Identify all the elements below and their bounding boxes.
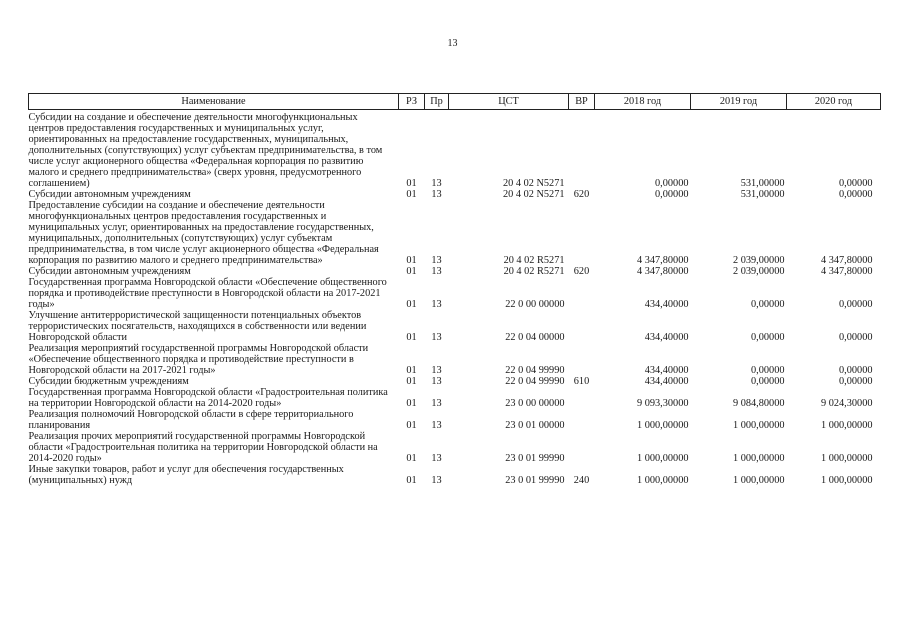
- row-cst: 22 0 04 00000: [505, 332, 565, 343]
- table-header: [29, 94, 881, 110]
- header-2020: 2020 год: [787, 94, 881, 110]
- table-row: [29, 277, 881, 310]
- row-2020: 0,00000: [839, 299, 873, 310]
- row-pr: 13: [431, 255, 442, 266]
- table-row: [29, 112, 881, 189]
- row-2018: 4 347,80000: [637, 266, 689, 277]
- row-2018: 9 093,30000: [637, 398, 689, 409]
- row-2020: 0,00000: [839, 178, 873, 189]
- header-2018: 2018 год: [595, 94, 691, 110]
- row-2020: 1 000,00000: [821, 420, 873, 431]
- row-2019: 531,00000: [740, 189, 785, 200]
- table-row: [29, 189, 881, 200]
- row-2019: 1 000,00000: [733, 475, 785, 486]
- row-rz: 01: [406, 475, 417, 486]
- row-rz: 01: [406, 453, 417, 464]
- row-2020: 0,00000: [839, 376, 873, 387]
- row-vr: 610: [573, 376, 590, 387]
- row-rz: 01: [406, 365, 417, 376]
- row-rz: 01: [406, 332, 417, 343]
- row-2018: 1 000,00000: [637, 453, 689, 464]
- table-row: [29, 343, 881, 376]
- header-rz: РЗ: [399, 94, 425, 110]
- row-name: Государственная программа Новгородской области «Градостроительная политика на территории Новгородской области на 2014-2020 годы»: [28, 387, 388, 409]
- row-pr: 13: [431, 189, 442, 200]
- row-2018: 1 000,00000: [637, 475, 689, 486]
- table-row: [29, 310, 881, 343]
- row-2020: 4 347,80000: [821, 255, 873, 266]
- row-vr: [569, 387, 595, 409]
- row-name: Иные закупки товаров, работ и услуг для обеспечения государственных (муниципальных) нужд: [28, 464, 344, 486]
- row-rz: 01: [406, 266, 417, 277]
- row-cst: 20 4 02 R5271: [503, 266, 565, 277]
- row-rz: 01: [406, 299, 417, 310]
- row-2020: 0,00000: [839, 189, 873, 200]
- table-row: [29, 431, 881, 464]
- row-vr: 620: [573, 189, 590, 200]
- row-pr: 13: [431, 299, 442, 310]
- header-pr: Пр: [425, 94, 449, 110]
- row-2019: 531,00000: [740, 178, 785, 189]
- table-row: [29, 376, 881, 387]
- row-pr: 13: [431, 420, 442, 431]
- row-vr: 240: [573, 475, 590, 486]
- row-vr: [569, 200, 595, 266]
- row-vr: [569, 277, 595, 310]
- row-2019: 1 000,00000: [733, 453, 785, 464]
- row-2020: 0,00000: [839, 332, 873, 343]
- row-pr: 13: [431, 266, 442, 277]
- row-cst: 20 4 02 R5271: [503, 255, 565, 266]
- row-2019: 9 084,80000: [733, 398, 785, 409]
- row-pr: 13: [431, 398, 442, 409]
- row-2020: 0,00000: [839, 365, 873, 376]
- row-cst: 23 0 01 99990: [505, 475, 565, 486]
- header-2019: 2019 год: [691, 94, 787, 110]
- header-vr: ВР: [569, 94, 595, 110]
- table-row: [29, 464, 881, 486]
- row-cst: 22 0 00 00000: [505, 299, 565, 310]
- row-2018: 4 347,80000: [637, 255, 689, 266]
- row-cst: 23 0 00 00000: [505, 398, 565, 409]
- row-pr: 13: [431, 475, 442, 486]
- row-name: Субсидии автономным учреждениям: [28, 189, 191, 200]
- row-name: Реализация полномочий Новгородской области в сфере территориального планирования: [28, 409, 354, 431]
- page-number: 13: [447, 38, 458, 49]
- row-vr: [569, 310, 595, 343]
- row-2019: 0,00000: [751, 332, 785, 343]
- row-cst: 20 4 02 N5271: [503, 178, 565, 189]
- row-name: Субсидии на создание и обеспечение деятельности многофункциональных центров предоставления государственных и муниципальных услуг, ориентированных на предоставление государственных, муниципальных, дополнительных (сопутствующих) услуг субъектам предпринимательства, в том числе услуг акционерного общества «Федеральная корпорация по развитию малого и среднего предпринимательства» (сверх уровня, предусмотренного соглашением): [28, 112, 383, 189]
- row-pr: 13: [431, 365, 442, 376]
- row-pr: 13: [431, 453, 442, 464]
- row-2018: 0,00000: [655, 178, 689, 189]
- row-rz: 01: [406, 398, 417, 409]
- table-body: [29, 110, 881, 487]
- row-rz: 01: [406, 255, 417, 266]
- row-2019: 0,00000: [751, 376, 785, 387]
- table-row: [29, 409, 881, 431]
- row-name: Субсидии автономным учреждениям: [28, 266, 191, 277]
- row-pr: 13: [431, 376, 442, 387]
- row-pr: 13: [431, 178, 442, 189]
- row-2019: 2 039,00000: [733, 255, 785, 266]
- row-2018: 434,40000: [644, 299, 689, 310]
- header-name: Наименование: [29, 94, 399, 110]
- row-name: Улучшение антитеррористической защищенности потенциальных объектов террористических посягательств, находящихся в собственности или ведении Новгородской области: [28, 310, 367, 343]
- row-vr: [569, 343, 595, 376]
- table-row: [29, 200, 881, 266]
- table-row: [29, 266, 881, 277]
- row-rz: 01: [406, 420, 417, 431]
- header-cst: ЦСТ: [449, 94, 569, 110]
- row-rz: 01: [406, 189, 417, 200]
- row-2019: 2 039,00000: [733, 266, 785, 277]
- row-2020: 4 347,80000: [821, 266, 873, 277]
- row-name: Субсидии бюджетным учреждениям: [28, 376, 189, 387]
- row-name: Реализация прочих мероприятий государственной программы Новгородской области «Градостроительная политика на территории Новгородской области на 2014-2020 годы»: [28, 431, 378, 464]
- row-2020: 1 000,00000: [821, 453, 873, 464]
- row-2018: 1 000,00000: [637, 420, 689, 431]
- table-row: [29, 387, 881, 409]
- row-2018: 0,00000: [655, 189, 689, 200]
- row-name: Государственная программа Новгородской области «Обеспечение общественного порядка и противодействие преступности в Новгородской области на 2017-2021 годы»: [28, 277, 387, 310]
- row-2018: 434,40000: [644, 376, 689, 387]
- row-cst: 22 0 04 99990: [505, 376, 565, 387]
- row-name: Реализация мероприятий государственной программы Новгородской области «Обеспечение общественного порядка и противодействие преступности в Новгородской области на 2017-2021 годы»: [28, 343, 369, 376]
- row-vr: [569, 431, 595, 464]
- row-2019: 1 000,00000: [733, 420, 785, 431]
- row-2019: 0,00000: [751, 299, 785, 310]
- row-vr: 620: [573, 266, 590, 277]
- row-pr: 13: [431, 332, 442, 343]
- row-2020: 9 024,30000: [821, 398, 873, 409]
- row-2020: 1 000,00000: [821, 475, 873, 486]
- row-cst: 23 0 01 99990: [505, 453, 565, 464]
- budget-table: [28, 93, 881, 486]
- row-rz: 01: [406, 178, 417, 189]
- row-name: Предоставление субсидии на создание и обеспечение деятельности многофункциональных центров предоставления государственных и муниципальных услуг, ориентированных на предоставление государственных, муниципальных, дополнительных (сопутствующих) услуг субъектам предпринимательства, в том числе услуг акционерного общества «Федеральная корпорация по развитию малого и среднего предпринимательства»: [28, 200, 379, 266]
- row-cst: 20 4 02 N5271: [503, 189, 565, 200]
- row-cst: 23 0 01 00000: [505, 420, 565, 431]
- row-rz: 01: [406, 376, 417, 387]
- row-vr: [569, 409, 595, 431]
- row-cst: 22 0 04 99990: [505, 365, 565, 376]
- row-2019: 0,00000: [751, 365, 785, 376]
- row-2018: 434,40000: [644, 365, 689, 376]
- row-vr: [569, 112, 595, 189]
- row-2018: 434,40000: [644, 332, 689, 343]
